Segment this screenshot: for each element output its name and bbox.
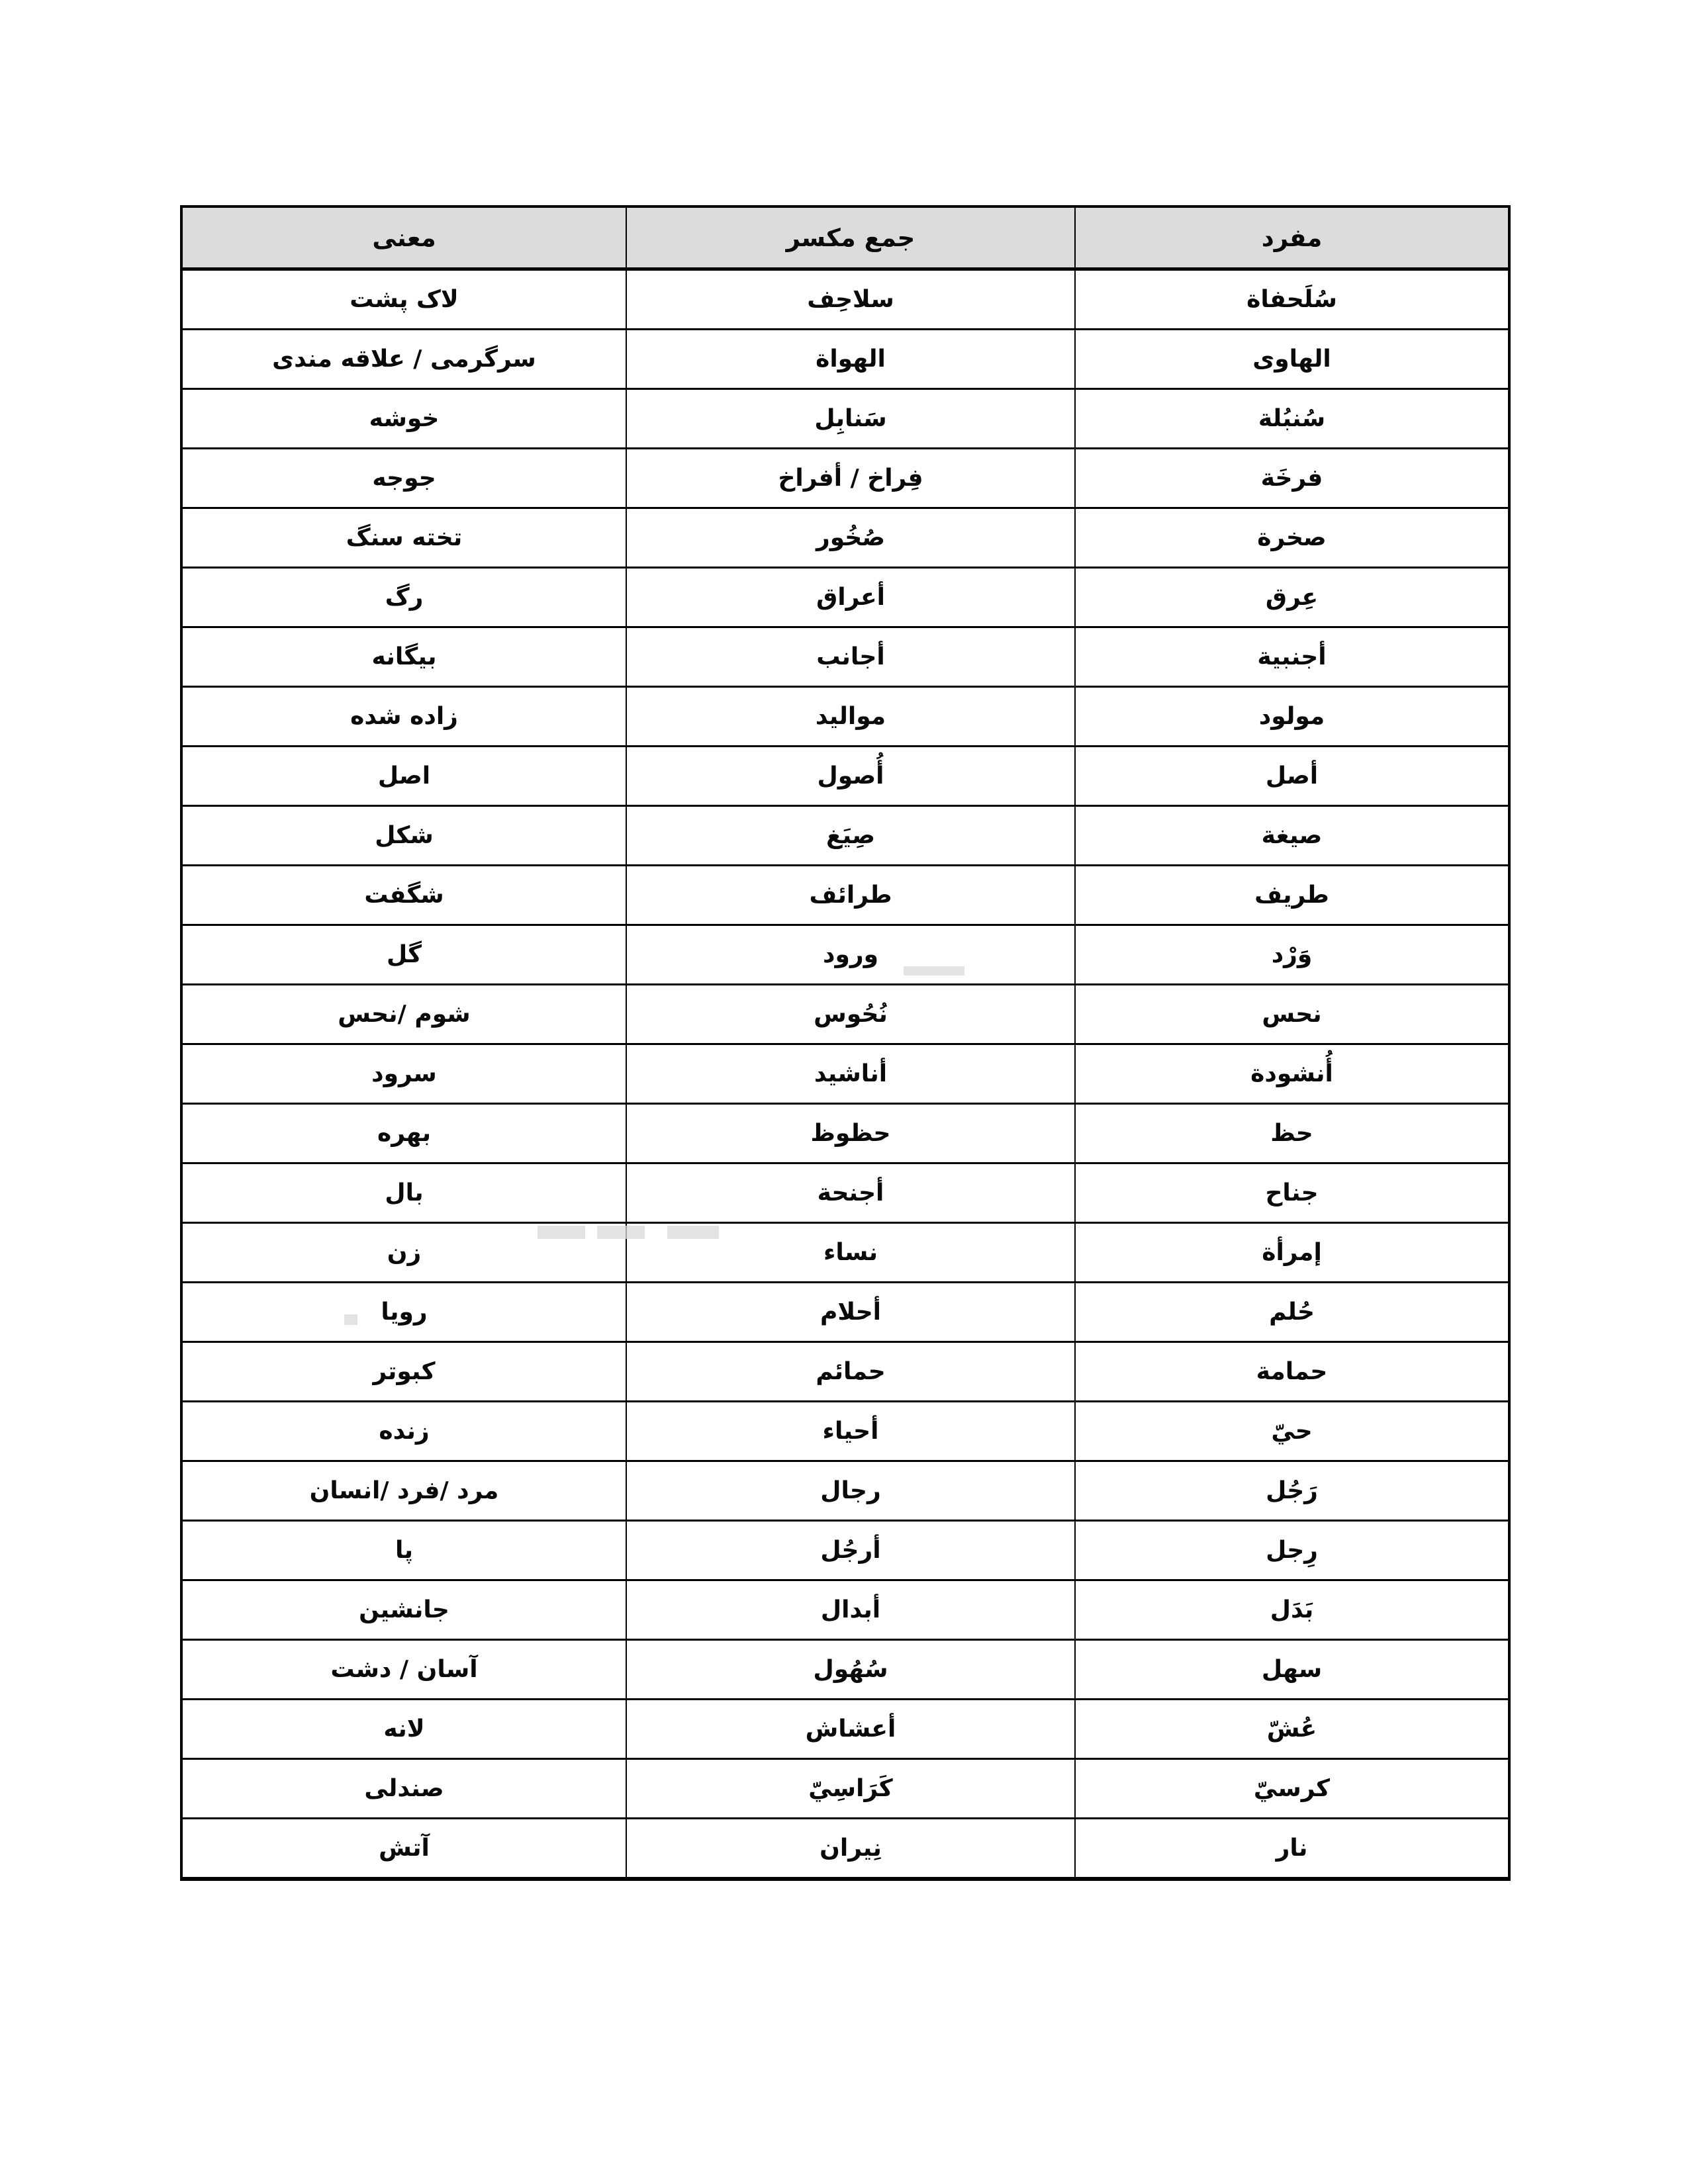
cell-meaning: بهره xyxy=(181,1104,626,1163)
table-row xyxy=(181,627,1509,687)
cell-singular: رَجُل xyxy=(1075,1461,1509,1521)
table-row xyxy=(181,449,1509,508)
cell-meaning: رگ xyxy=(181,568,626,627)
cell-plural: سَنابِل xyxy=(626,389,1075,449)
cell-singular: وَرْد xyxy=(1075,925,1509,985)
cell-meaning: مرد /فرد /انسان xyxy=(181,1461,626,1521)
cell-singular: حظ xyxy=(1075,1104,1509,1163)
table-row xyxy=(181,1759,1509,1819)
header-meaning: معنى xyxy=(181,206,626,269)
cell-plural: أناشيد xyxy=(626,1044,1075,1104)
cell-singular: صيغة xyxy=(1075,806,1509,866)
cell-plural: سلاحِف xyxy=(626,269,1075,330)
cell-singular: سهل xyxy=(1075,1640,1509,1700)
cell-singular: جناح xyxy=(1075,1163,1509,1223)
cell-plural: رجال xyxy=(626,1461,1075,1521)
vocabulary-table xyxy=(180,205,1511,1881)
cell-meaning: گل xyxy=(181,925,626,985)
cell-singular: إمرأة xyxy=(1075,1223,1509,1283)
cell-singular: أُنشودة xyxy=(1075,1044,1509,1104)
cell-singular: صخرة xyxy=(1075,508,1509,568)
cell-plural: صُخُور xyxy=(626,508,1075,568)
cell-singular: حيّ xyxy=(1075,1402,1509,1461)
table-row xyxy=(181,925,1509,985)
table-row xyxy=(181,687,1509,747)
table-row xyxy=(181,1700,1509,1759)
cell-plural: طرائف xyxy=(626,866,1075,925)
cell-meaning: آتش xyxy=(181,1819,626,1880)
cell-plural: صِيَغ xyxy=(626,806,1075,866)
cell-singular: نحس xyxy=(1075,985,1509,1044)
table-row xyxy=(181,1580,1509,1640)
cell-plural: أجانب xyxy=(626,627,1075,687)
cell-meaning: زاده شده xyxy=(181,687,626,747)
table-row xyxy=(181,1283,1509,1342)
cell-singular: مولود xyxy=(1075,687,1509,747)
header-broken-plural: جمع مكسر xyxy=(626,206,1075,269)
cell-singular: بَدَل xyxy=(1075,1580,1509,1640)
table-row xyxy=(181,1640,1509,1700)
cell-meaning: زنده xyxy=(181,1402,626,1461)
cell-plural: الهواة xyxy=(626,330,1075,389)
table-row xyxy=(181,747,1509,806)
cell-meaning: بال xyxy=(181,1163,626,1223)
cell-plural: سُهُول xyxy=(626,1640,1075,1700)
cell-plural: نِيران xyxy=(626,1819,1075,1880)
table-row xyxy=(181,1223,1509,1283)
cell-meaning: آسان / دشت xyxy=(181,1640,626,1700)
cell-meaning: لانه xyxy=(181,1700,626,1759)
cell-plural: حظوظ xyxy=(626,1104,1075,1163)
cell-meaning: شوم /نحس xyxy=(181,985,626,1044)
cell-plural: نساء xyxy=(626,1223,1075,1283)
table-row xyxy=(181,389,1509,449)
cell-meaning: لاک پشت xyxy=(181,269,626,330)
cell-singular: الهاوى xyxy=(1075,330,1509,389)
cell-meaning: خوشه xyxy=(181,389,626,449)
header-singular: مفرد xyxy=(1075,206,1509,269)
cell-meaning: جانشین xyxy=(181,1580,626,1640)
cell-plural: أبدال xyxy=(626,1580,1075,1640)
cell-meaning: صندلی xyxy=(181,1759,626,1819)
cell-plural: أعشاش xyxy=(626,1700,1075,1759)
cell-meaning: رویا xyxy=(181,1283,626,1342)
cell-meaning: زن xyxy=(181,1223,626,1283)
cell-singular: نار xyxy=(1075,1819,1509,1880)
cell-meaning: كبوتر xyxy=(181,1342,626,1402)
cell-plural: فِراخ / أفراخ xyxy=(626,449,1075,508)
cell-plural: نُحُوس xyxy=(626,985,1075,1044)
table-row xyxy=(181,508,1509,568)
cell-meaning: پا xyxy=(181,1521,626,1580)
cell-plural: أعراق xyxy=(626,568,1075,627)
cell-plural: أجنحة xyxy=(626,1163,1075,1223)
table-row xyxy=(181,1163,1509,1223)
cell-meaning: سرود xyxy=(181,1044,626,1104)
table-row xyxy=(181,985,1509,1044)
table-row xyxy=(181,806,1509,866)
cell-plural: ورود xyxy=(626,925,1075,985)
cell-plural: أحلام xyxy=(626,1283,1075,1342)
cell-singular: سُلَحفاة xyxy=(1075,269,1509,330)
cell-singular: فرخَة xyxy=(1075,449,1509,508)
table-row xyxy=(181,1521,1509,1580)
cell-meaning: شكل xyxy=(181,806,626,866)
cell-singular: عِرق xyxy=(1075,568,1509,627)
cell-meaning: سرگرمی / علاقه مندی xyxy=(181,330,626,389)
cell-meaning: تخته سنگ xyxy=(181,508,626,568)
table-row xyxy=(181,1819,1509,1880)
cell-singular: حُلم xyxy=(1075,1283,1509,1342)
cell-meaning: بیگانه xyxy=(181,627,626,687)
table-row xyxy=(181,330,1509,389)
table-row xyxy=(181,568,1509,627)
cell-singular: عُشّ xyxy=(1075,1700,1509,1759)
cell-plural: حمائم xyxy=(626,1342,1075,1402)
cell-meaning: جوجه xyxy=(181,449,626,508)
table-row xyxy=(181,1402,1509,1461)
cell-plural: أُصول xyxy=(626,747,1075,806)
cell-singular: سُنبُلة xyxy=(1075,389,1509,449)
cell-singular: أجنبية xyxy=(1075,627,1509,687)
cell-singular: حمامة xyxy=(1075,1342,1509,1402)
cell-plural: كَرَاسِيّ xyxy=(626,1759,1075,1819)
cell-singular: رِجل xyxy=(1075,1521,1509,1580)
table-row xyxy=(181,1342,1509,1402)
cell-meaning: اصل xyxy=(181,747,626,806)
cell-singular: أصل xyxy=(1075,747,1509,806)
cell-plural: أرجُل xyxy=(626,1521,1075,1580)
table-row xyxy=(181,866,1509,925)
cell-plural: مواليد xyxy=(626,687,1075,747)
table-row xyxy=(181,1461,1509,1521)
cell-plural: أحياء xyxy=(626,1402,1075,1461)
cell-meaning: شگفت xyxy=(181,866,626,925)
table-row xyxy=(181,269,1509,330)
cell-singular: كرسيّ xyxy=(1075,1759,1509,1819)
table-row xyxy=(181,1104,1509,1163)
table-row xyxy=(181,1044,1509,1104)
header-row xyxy=(181,206,1509,269)
cell-singular: طريف xyxy=(1075,866,1509,925)
